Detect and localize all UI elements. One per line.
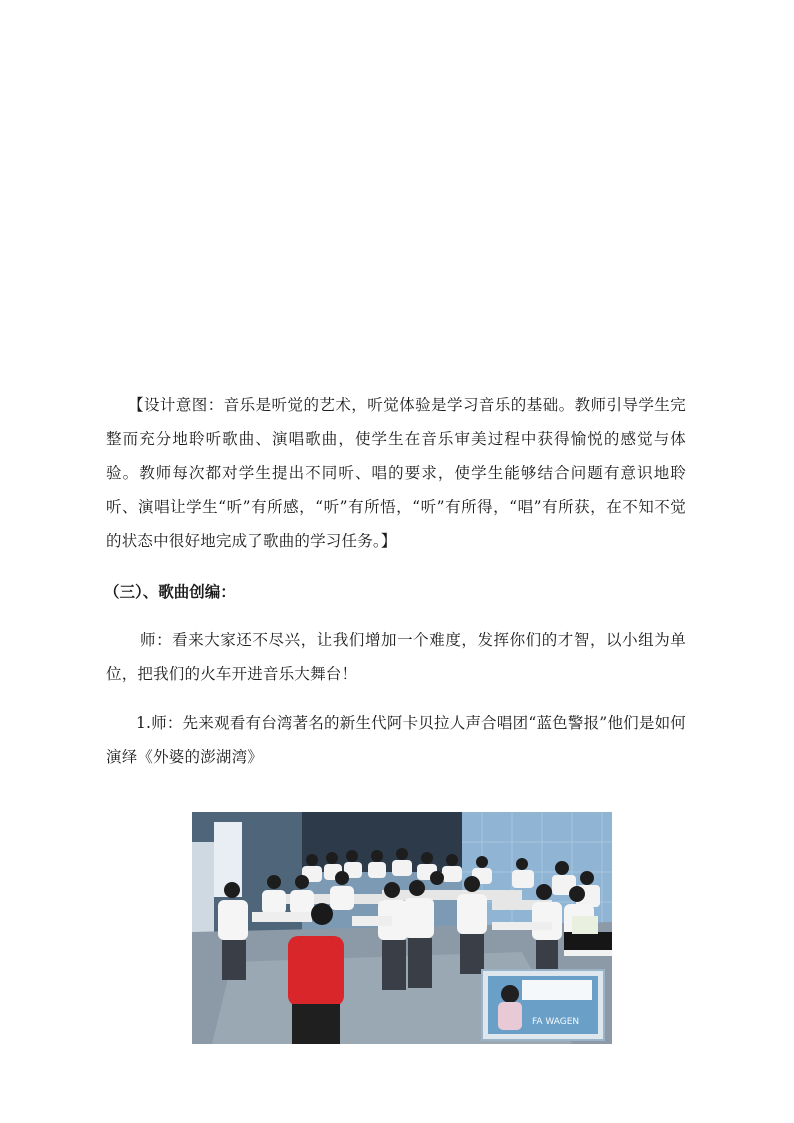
inset-screen-text: FA WAGEN [532,1017,580,1027]
design-intent-paragraph: 【设计意图：音乐是听觉的艺术，听觉体验是学习音乐的基础。教师引导学生完整而充分地聆听歌曲、演唱歌曲，使学生在音乐审美过程中获得愉悦的感觉与体验。教师每次都对学生提出不同听、唱的要求，使学生能够结合问题有意识地聆听、演唱让学生“听”有所感，“听”有所悟，“听”有所得，“唱”有所获，在不知不觉的状态中很好地完成了歌曲的学习任务。】 [106,396,686,550]
step-1-paragraph: 1.师：先来观看有台湾著名的新生代阿卡贝拉人声合唱团“蓝色警报”他们是如何演绎《外婆的澎湖湾》 [106,714,686,766]
section-heading: （三）、歌曲创编： [104,583,236,601]
classroom-photo [192,812,612,1044]
teacher-paragraph: 师：看来大家还不尽兴，让我们增加一个难度，发挥你们的才智，以小组为单位，把我们的火车开进音乐大舞台！ [106,631,686,683]
